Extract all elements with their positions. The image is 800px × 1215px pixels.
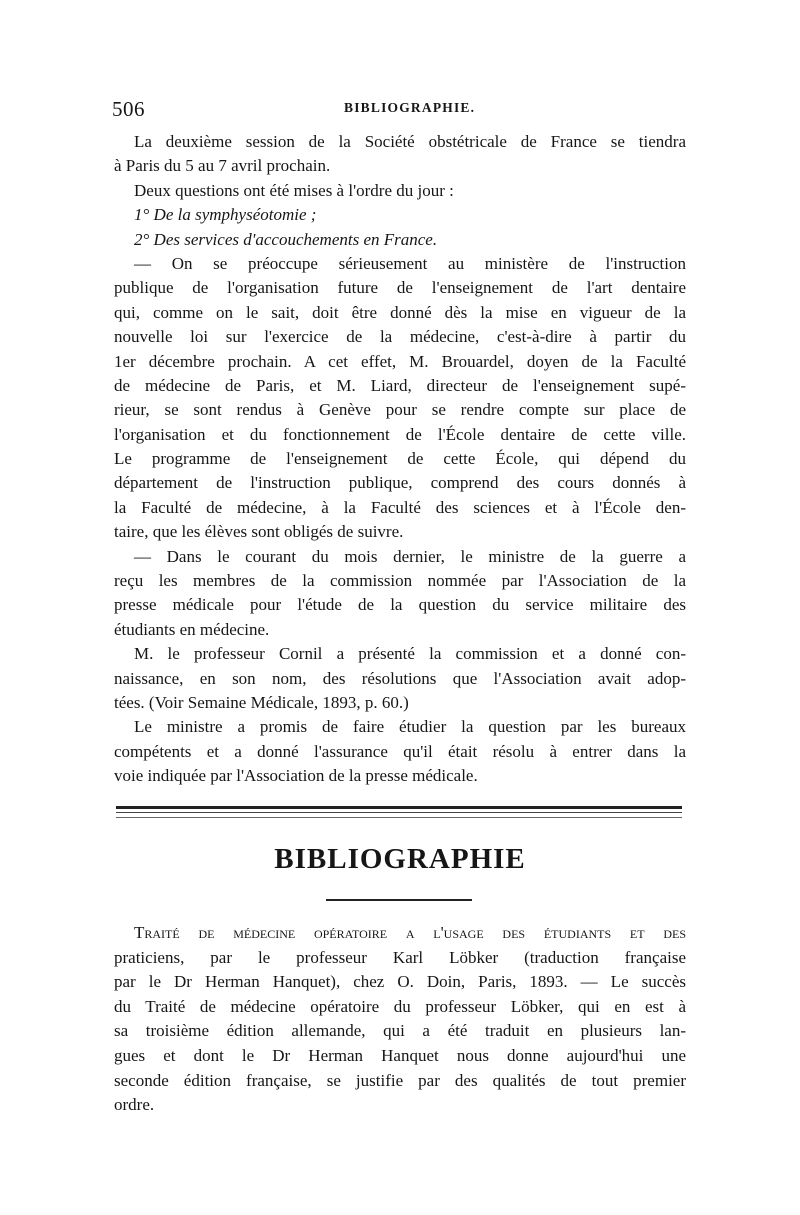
text-line: reçu les membres de la commission nommée par l'Association de la [114,571,686,591]
text-line: Le programme de l'enseignement de cette École, qui dépend du [114,449,686,469]
text-line: étudiants en médecine. [114,619,270,639]
section-divider [116,817,682,818]
text-line: ordre. [114,1095,155,1115]
text-line: sa troisième édition allemande, qui a été traduit en plusieurs lan- [114,1021,686,1041]
text-line: nouvelle loi sur l'exercice de la médecine, c'est-à-dire à partir du [114,327,686,347]
text-line: praticiens, par le professeur Karl Löbker (traduction française [114,947,686,967]
news-section [114,130,686,789]
text-line: — Dans le courant du mois dernier, le ministre de la guerre a [134,546,686,566]
text-line: voie indiquée par l'Association de la presse médicale. [114,766,478,786]
text-line: seconde édition française, se justifie par des qualités de tout premier [114,1070,686,1090]
text-line: Deux questions ont été mises à l'ordre du jour : [134,180,454,200]
text-line: Le ministre a promis de faire étudier la question par les bureaux [134,717,686,737]
text-line: gues et dont le Dr Herman Hanquet nous donne aujourd'hui une [114,1045,686,1065]
section-divider [116,812,682,813]
page-header [112,97,686,123]
text-line: naissance, en son nom, des résolutions que l'Association avait adop- [114,668,686,688]
entry-title-line: Traité de médecine opératoire a l'usage des étudiants et des [134,923,686,942]
text-line: la Faculté de médecine, à la Faculté des sciences et à l'École den- [114,497,686,517]
text-line: département de l'instruction publique, comprend des cours donnés à [114,473,686,493]
text-line: à Paris du 5 au 7 avril prochain. [114,156,331,176]
text-line: l'organisation et du fonctionnement de l'École dentaire de cette ville. [114,424,686,444]
text-line: — On se préoccupe sérieusement au ministère de l'instruction [134,253,686,273]
agenda-item: 2° Des services d'accouchements en France. [134,229,438,249]
title-underline [326,899,472,901]
text-line: de médecine de Paris, et M. Liard, directeur de l'enseignement supé- [114,375,686,395]
text-line: rieur, se sont rendus à Genève pour se rendre compte sur place de [114,400,686,420]
running-head: BIBLIOGRAPHIE. [344,100,476,115]
text-line: tées. (Voir Semaine Médicale, 1893, p. 60.) [114,692,409,712]
text-line: qui, comme on le sait, doit être donné dès la mise en vigueur de la [114,302,686,322]
bibliography-entry [114,921,686,1118]
text-line: 1er décembre prochain. A cet effet, M. Brouardel, doyen de la Faculté [114,351,686,371]
agenda-item: 1° De la symphyséotomie ; [134,205,317,225]
text-line: par le Dr Herman Hanquet), chez O. Doin, Paris, 1893. — Le succès [114,972,686,992]
text-line: publique de l'organisation future de l'enseignement de l'art dentaire [114,278,686,298]
section-title: BIBLIOGRAPHIE [274,843,526,875]
text-line: presse médicale pour l'étude de la question du service militaire des [114,595,686,615]
text-line: taire, que les élèves sont obligés de suivre. [114,522,404,542]
text-line: La deuxième session de la Société obstétricale de France se tiendra [134,132,686,151]
text-line: du Traité de médecine opératoire du professeur Löbker, qui en est à [114,996,686,1016]
text-line: compétents et a donné l'assurance qu'il était résolu à entrer dans la [114,741,686,761]
page-number: 506 [112,97,145,121]
text-line: M. le professeur Cornil a présenté la commission et a donné con- [134,644,686,664]
section-divider [116,806,682,809]
